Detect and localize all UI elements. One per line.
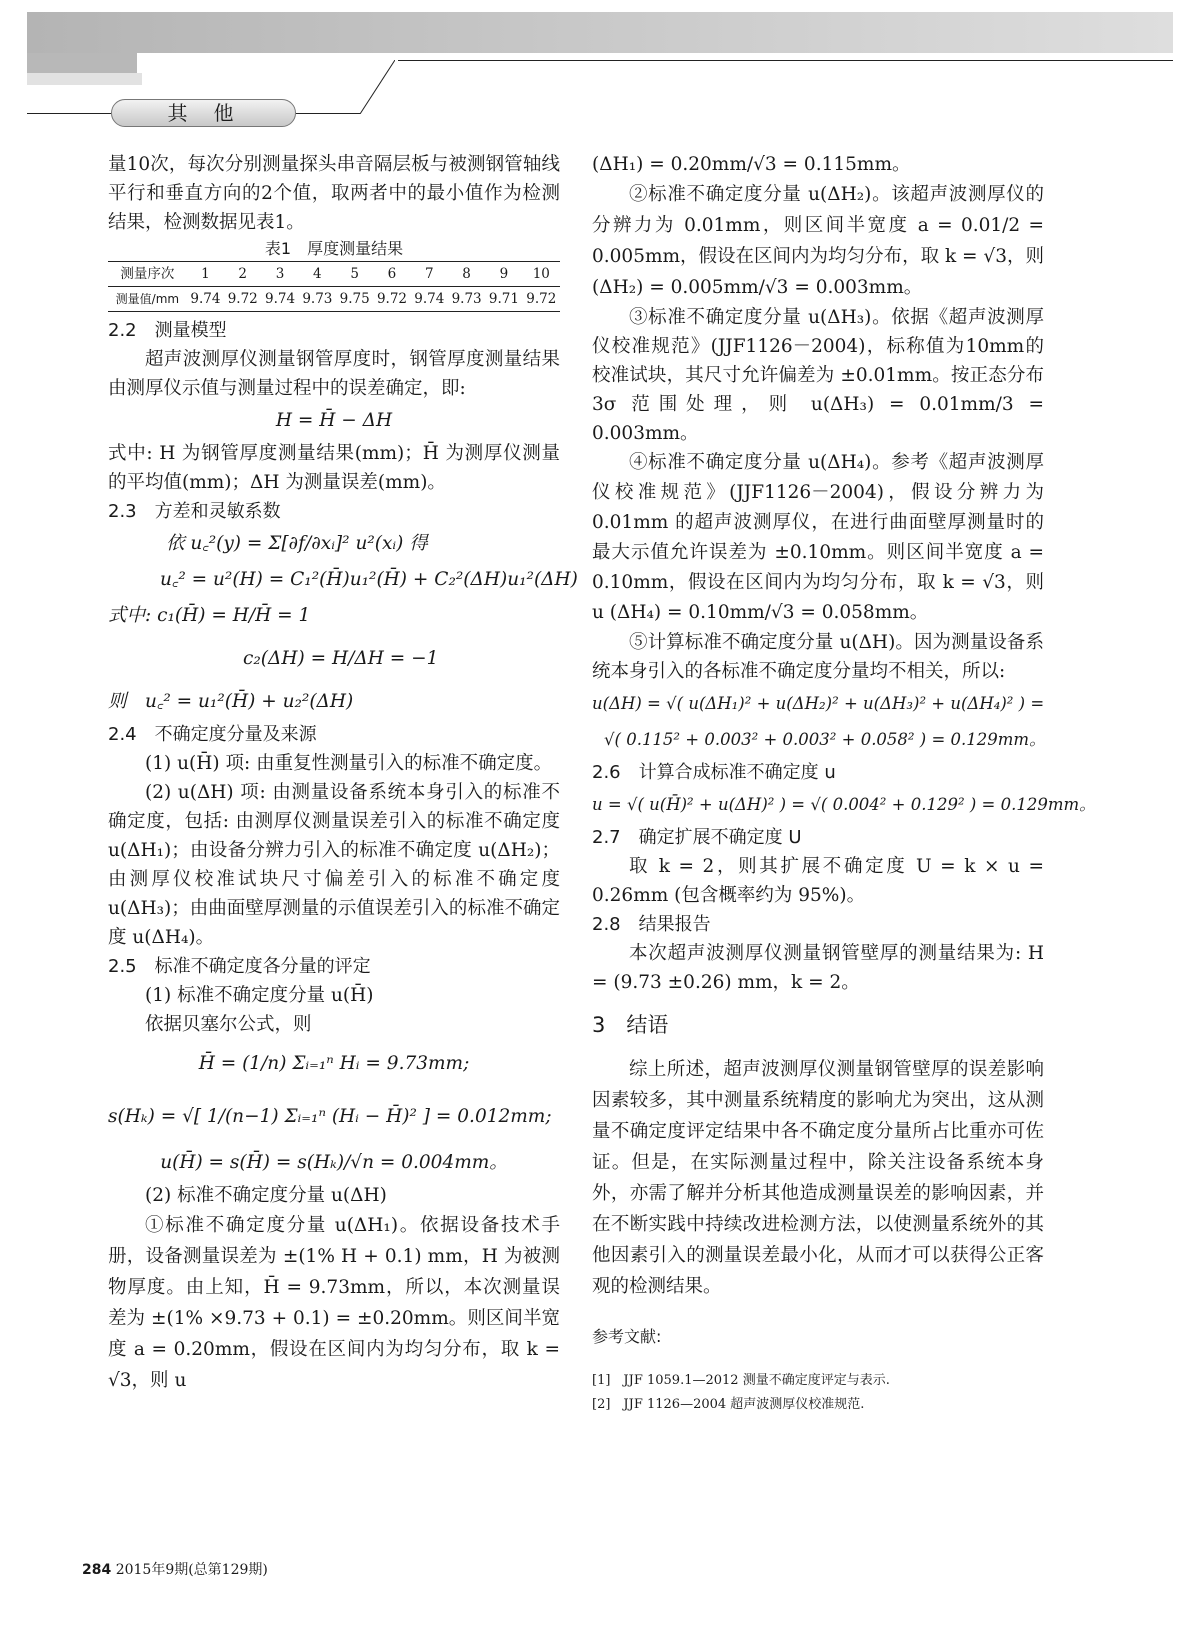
paragraph: (2) 标准不确定度分量 u(ΔH) bbox=[145, 1185, 387, 1206]
table-cell: 3 bbox=[261, 262, 298, 287]
table-cell: 9.71 bbox=[488, 291, 519, 307]
section-heading: 2.5 标准不确定度各分量的评定 bbox=[108, 956, 371, 977]
table-cell: 9.73 bbox=[302, 291, 333, 307]
formula: u = √( u(H̄)² + u(ΔH)² ) = √( 0.004² + 0.129² ) = 0.129mm。 bbox=[592, 795, 1096, 814]
paragraph: 式中: H 为钢管厚度测量结果(mm)；H̄ 为测厚仪测量的平均值(mm)；ΔH 为测量误差(mm)。 bbox=[108, 443, 560, 493]
section-heading: 2.8 结果报告 bbox=[592, 914, 711, 935]
page-number: 284 bbox=[82, 1562, 112, 1578]
header-rule-mid bbox=[296, 113, 360, 114]
header-banner-block bbox=[27, 53, 137, 73]
section-heading: 2.7 确定扩展不确定度 U bbox=[592, 827, 802, 848]
paragraph: 依据贝塞尔公式，则 bbox=[145, 1014, 312, 1035]
formula: 式中: c₁(H̄) = H/H̄ = 1 bbox=[108, 605, 311, 626]
formula: c₂(ΔH) = H/ΔH = −1 bbox=[243, 648, 439, 669]
paragraph: ④标准不确定度分量 u(ΔH₄)。参考《超声波测厚仪校准规范》(JJF1126－2004)，假设分辨力为 0.01mm 的超声波测厚仪，在进行曲面壁厚测量时的最大示值允许误差为 ±0.10mm。则区间半宽度 a = 0.10mm，假设在区间内为均匀分布，取 k = √3，则 u (ΔH₄) = 0.10mm/√3 = 0.058mm。 bbox=[592, 452, 1044, 623]
section-heading: 2.6 计算合成标准不确定度 u bbox=[592, 762, 836, 783]
paragraph: (1) u(H̄) 项: 由重复性测量引入的标准不确定度。 bbox=[145, 753, 553, 774]
table-cell: 2 bbox=[224, 262, 261, 287]
formula: 则 u꜀² = u₁²(H̄) + u₂²(ΔH) bbox=[108, 691, 354, 712]
table-cell: 5 bbox=[336, 262, 373, 287]
table-cell: 9.73 bbox=[451, 291, 482, 307]
table-cell: 9.75 bbox=[339, 291, 370, 307]
paragraph: 取 k = 2，则其扩展不确定度 U = k × u = 0.26mm (包含概率约为 95%)。 bbox=[592, 856, 1044, 906]
header-rule-top bbox=[398, 60, 1173, 61]
paragraph: ②标准不确定度分量 u(ΔH₂)。该超声波测厚仪的分辨力为 0.01mm，则区间半宽度 a = 0.01/2 = 0.005mm，假设在区间内为均匀分布，取 k = √3，则 (ΔH₂) = 0.005mm/√3 = 0.003mm。 bbox=[592, 184, 1044, 298]
section-heading: 2.4 不确定度分量及来源 bbox=[108, 724, 317, 745]
paragraph: ①标准不确定度分量 u(ΔH₁)。依据设备技术手册，设备测量误差为 ±(1% H + 0.1) mm，H 为被测物厚度。由上知，H̄ = 9.73mm，所以，本次测量误差为 ±(1% ×9.73 + 0.1) = ±0.20mm。则区间半宽度 a = 0.20mm，假设在区间内为均匀分布，取 k = √3，则 u bbox=[108, 1215, 560, 1391]
paragraph: ⑤计算标准不确定度分量 u(ΔH)。因为测量设备系统本身引入的各标准不确定度分量均不相关，所以: bbox=[592, 632, 1044, 682]
formula: H̄ = (1/n) Σᵢ₌₁ⁿ Hᵢ = 9.73mm; bbox=[198, 1053, 470, 1074]
table-cell: 9.72 bbox=[227, 291, 258, 307]
table-cell: 7 bbox=[411, 262, 448, 287]
table-cell: 9.74 bbox=[190, 291, 221, 307]
table-cell: 9.74 bbox=[265, 291, 296, 307]
formula: 依 u꜀²(y) = Σ[∂f/∂xᵢ]² u²(xᵢ) 得 bbox=[166, 533, 428, 554]
table-cell: 9.74 bbox=[414, 291, 445, 307]
formula: s(Hₖ) = √[ 1/(n−1) Σᵢ₌₁ⁿ (Hᵢ − H̄)² ] = 0.012mm; bbox=[108, 1106, 552, 1127]
table-cell: 1 bbox=[187, 262, 224, 287]
table-cell: 8 bbox=[448, 262, 485, 287]
table-cell: 9.72 bbox=[376, 291, 407, 307]
row-header: 测量值/mm bbox=[115, 292, 180, 306]
formula: H = H̄ − ΔH bbox=[275, 410, 393, 431]
issue-info: 2015年9期(总第129期) bbox=[115, 1562, 268, 1578]
formula: u(H̄) = s(H̄) = s(Hₖ)/√n = 0.004mm。 bbox=[160, 1152, 508, 1173]
paragraph: ③标准不确定度分量 u(ΔH₃)。依据《超声波测厚仪校准规范》(JJF1126－2004)，标称值为10mm的校准试块，其尺寸允许偏差为 ±0.01mm。按正态分布 3σ 范围处理，则 u(ΔH₃) = 0.01mm/3 = 0.003mm。 bbox=[592, 307, 1044, 444]
section-label: 其他 bbox=[111, 99, 296, 127]
table-caption: 表1 厚度测量结果 bbox=[264, 239, 404, 258]
header-banner-strip bbox=[27, 73, 142, 85]
section-heading: 2.3 方差和灵敏系数 bbox=[108, 501, 281, 522]
table-cell: 9 bbox=[485, 262, 522, 287]
paragraph: 超声波测厚仪测量钢管厚度时，钢管厚度测量结果由测厚仪示值与测量过程中的误差确定，即: bbox=[108, 349, 560, 399]
table-row bbox=[108, 262, 560, 287]
paragraph: (1) 标准不确定度分量 u(H̄) bbox=[145, 985, 374, 1006]
paragraph: (ΔH₁) = 0.20mm/√3 = 0.115mm。 bbox=[592, 154, 911, 175]
table-cell: 9.72 bbox=[526, 291, 557, 307]
paragraph: 综上所述，超声波测厚仪测量钢管壁厚的误差影响因素较多，其中测量系统精度的影响尤为突出，这从测量不确定度评定结果中各不确定度分量所占比重亦可佐证。但是，在实际测量过程中，除关注设备系统本身外，亦需了解并分析其他造成测量误差的影响因素，并在不断实践中持续改进检测方法，以使测量系统外的其他因素引入的测量误差最小化，从而才可以获得公正客观的检测结果。 bbox=[592, 1059, 1044, 1297]
table-cell: 10 bbox=[523, 262, 560, 287]
formula: u(ΔH) = √( u(ΔH₁)² + u(ΔH₂)² + u(ΔH₃)² + u(ΔH₄)² ) = bbox=[592, 694, 1045, 713]
references-title: 参考文献: bbox=[592, 1327, 662, 1346]
table-cell: 4 bbox=[299, 262, 336, 287]
reference-item: [2] JJF 1126—2004 超声波测厚仪校准规范. bbox=[592, 1397, 865, 1412]
right-column bbox=[592, 150, 1096, 1417]
section-heading-conclusion: 3 结语 bbox=[592, 1013, 669, 1037]
reference-item: [1] JJF 1059.1—2012 测量不确定度评定与表示. bbox=[592, 1373, 890, 1388]
header-banner bbox=[27, 12, 1173, 53]
page-footer bbox=[82, 1559, 268, 1579]
section-heading: 2.2 测量模型 bbox=[108, 320, 227, 341]
paragraph: 量10次，每次分别测量探头串音隔层板与被测钢管轴线平行和垂直方向的2个值，取两者中的最小值作为检测结果，检测数据见表1。 bbox=[108, 154, 560, 233]
formula: √( 0.115² + 0.003² + 0.003² + 0.058² ) = 0.129mm。 bbox=[604, 730, 1046, 749]
header-rule-slant bbox=[355, 60, 395, 114]
paragraph: (2) u(ΔH) 项: 由测量设备系统本身引入的标准不确定度，包括: 由测厚仪测量误差引入的标准不确定度 u(ΔH₁)；由设备分辨力引入的标准不确定度 u(ΔH₂)；由测厚仪校准试块尺寸偏差引入的标准不确定度 u(ΔH₃)；由曲面壁厚测量的示值误差引入的标准不确定度 u(ΔH₄)。 bbox=[108, 782, 560, 948]
paragraph: 本次超声波测厚仪测量钢管壁厚的测量结果为: H = (9.73 ±0.26) mm，k = 2。 bbox=[592, 943, 1044, 993]
formula: u꜀² = u²(H) = C₁²(H̄)u₁²(H̄) + C₂²(ΔH)u₁²(ΔH) bbox=[160, 569, 578, 590]
row-header: 测量序次 bbox=[108, 262, 187, 287]
table-cell: 6 bbox=[373, 262, 410, 287]
measurement-table bbox=[108, 261, 560, 312]
left-column bbox=[108, 150, 578, 1396]
header-rule-left bbox=[27, 113, 111, 114]
table-row bbox=[108, 287, 560, 312]
